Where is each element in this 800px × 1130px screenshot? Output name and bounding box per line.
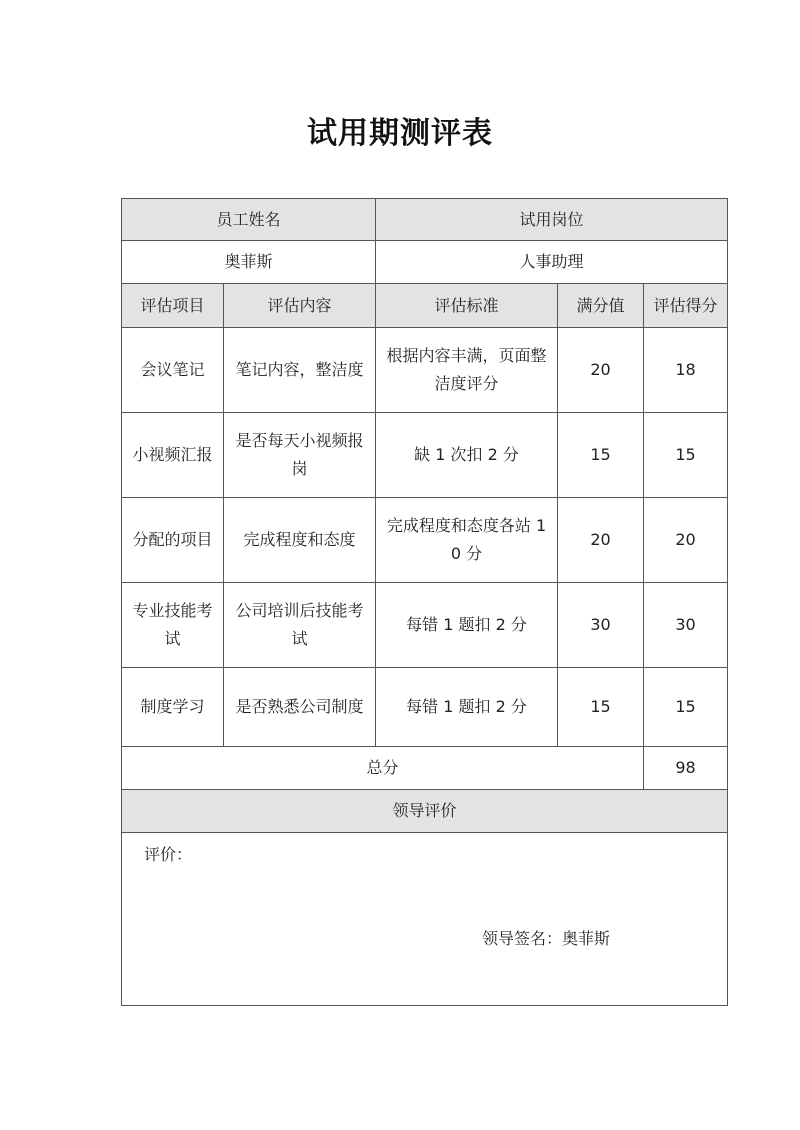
row-standard: 缺 1 次扣 2 分 bbox=[376, 413, 558, 498]
row-standard: 每错 1 题扣 2 分 bbox=[376, 583, 558, 668]
total-row bbox=[122, 747, 728, 790]
header-label-row bbox=[122, 199, 728, 241]
remarks-label: 评价： bbox=[144, 845, 193, 864]
row-content: 完成程度和态度 bbox=[224, 498, 376, 583]
table-row bbox=[122, 328, 728, 413]
column-header-standard: 评估标准 bbox=[376, 284, 558, 328]
row-content: 笔记内容，整洁度 bbox=[224, 328, 376, 413]
total-value: 98 bbox=[644, 747, 728, 790]
column-header-item: 评估项目 bbox=[122, 284, 224, 328]
row-standard: 完成程度和态度各站 10 分 bbox=[376, 498, 558, 583]
table-row bbox=[122, 498, 728, 583]
column-header-row bbox=[122, 284, 728, 328]
row-full-score: 30 bbox=[558, 583, 644, 668]
row-item: 会议笔记 bbox=[122, 328, 224, 413]
header-value-row bbox=[122, 241, 728, 284]
row-item: 分配的项目 bbox=[122, 498, 224, 583]
leader-review-label: 领导评价 bbox=[122, 790, 728, 833]
row-standard: 根据内容丰满，页面整洁度评分 bbox=[376, 328, 558, 413]
leader-review-header-row bbox=[122, 790, 728, 833]
row-full-score: 20 bbox=[558, 498, 644, 583]
leader-signature: 领导签名：奥菲斯 bbox=[482, 929, 611, 948]
table-row bbox=[122, 583, 728, 668]
row-score: 15 bbox=[644, 413, 728, 498]
row-content: 是否每天小视频报岗 bbox=[224, 413, 376, 498]
row-score: 15 bbox=[644, 668, 728, 747]
trial-position-value: 人事助理 bbox=[376, 241, 728, 284]
row-item: 小视频汇报 bbox=[122, 413, 224, 498]
table-row bbox=[122, 413, 728, 498]
row-item: 制度学习 bbox=[122, 668, 224, 747]
employee-name-value: 奥菲斯 bbox=[122, 241, 376, 284]
column-header-content: 评估内容 bbox=[224, 284, 376, 328]
evaluation-table bbox=[121, 198, 728, 1006]
row-score: 30 bbox=[644, 583, 728, 668]
row-full-score: 15 bbox=[558, 413, 644, 498]
column-header-full-score: 满分值 bbox=[558, 284, 644, 328]
remarks-cell bbox=[122, 833, 728, 1006]
remarks-row bbox=[122, 833, 728, 1006]
column-header-score: 评估得分 bbox=[644, 284, 728, 328]
row-standard: 每错 1 题扣 2 分 bbox=[376, 668, 558, 747]
trial-position-label: 试用岗位 bbox=[376, 199, 728, 241]
row-item: 专业技能考试 bbox=[122, 583, 224, 668]
row-content: 是否熟悉公司制度 bbox=[224, 668, 376, 747]
table-row bbox=[122, 668, 728, 747]
row-full-score: 15 bbox=[558, 668, 644, 747]
row-full-score: 20 bbox=[558, 328, 644, 413]
row-score: 18 bbox=[644, 328, 728, 413]
row-score: 20 bbox=[644, 498, 728, 583]
total-label: 总分 bbox=[122, 747, 644, 790]
row-content: 公司培训后技能考试 bbox=[224, 583, 376, 668]
page-title: 试用期测评表 bbox=[307, 116, 493, 151]
employee-name-label: 员工姓名 bbox=[122, 199, 376, 241]
